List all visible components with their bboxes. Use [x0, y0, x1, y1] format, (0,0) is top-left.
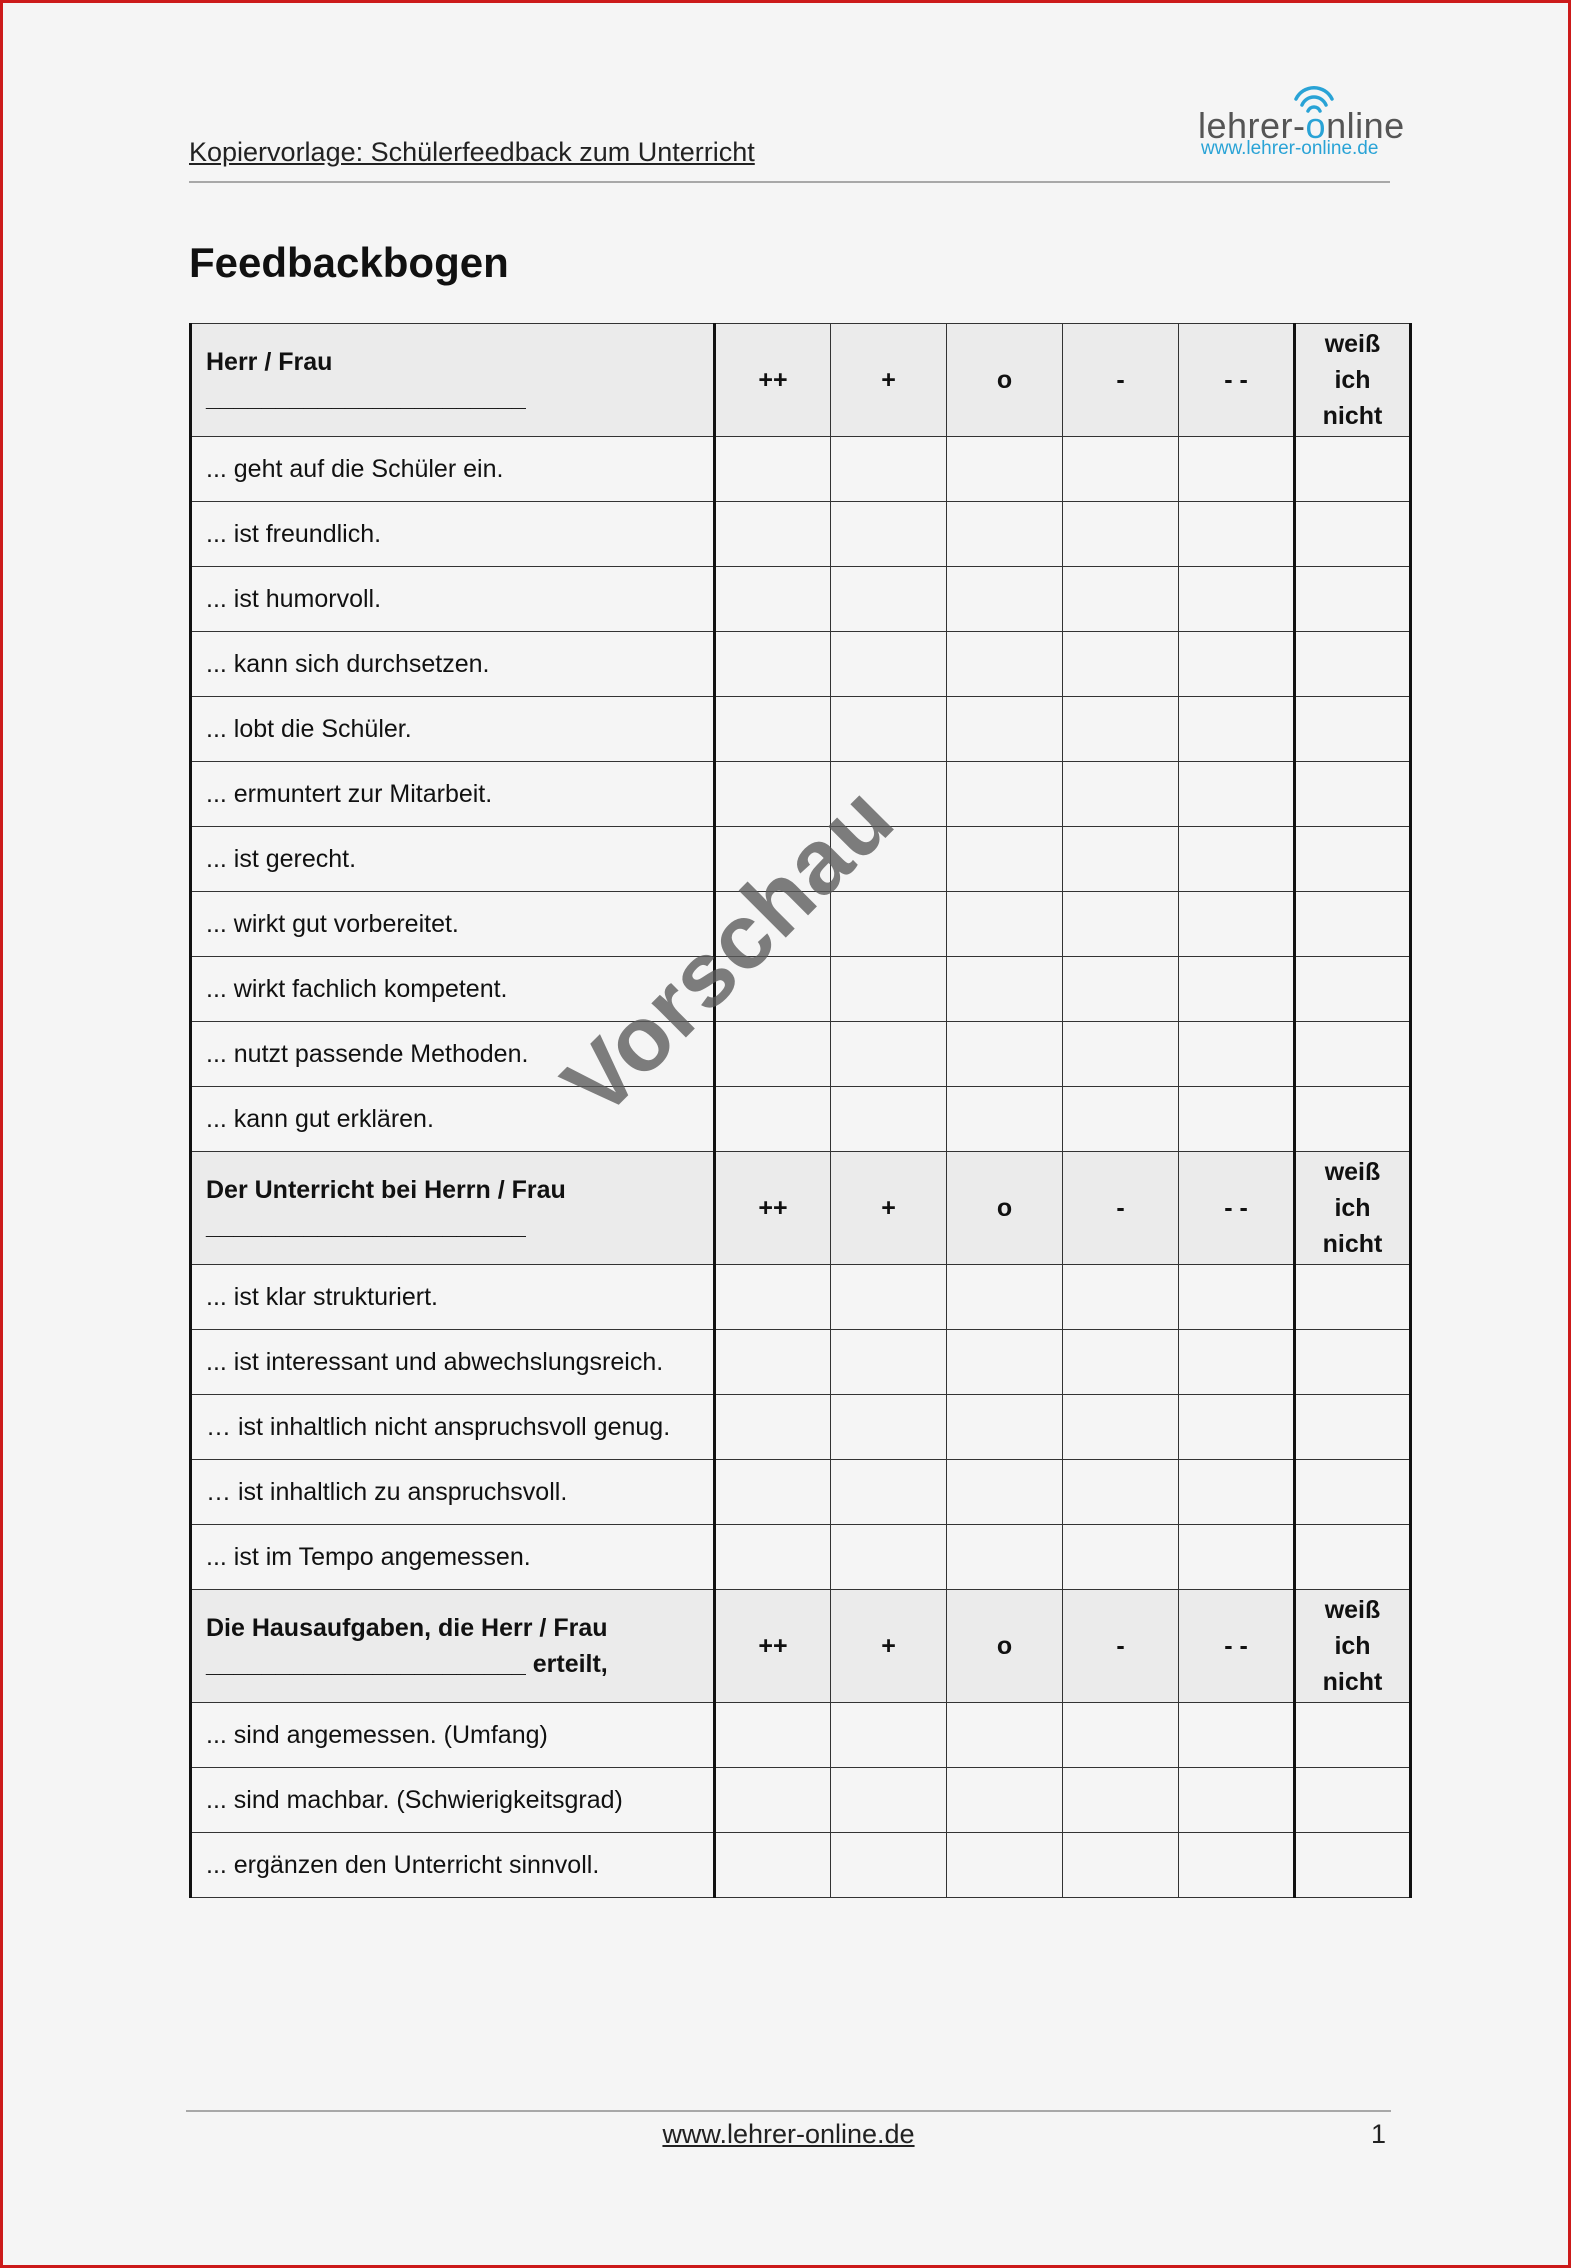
dont-know-cell[interactable]	[1295, 567, 1411, 632]
rating-cell[interactable]	[831, 1460, 947, 1525]
rating-cell[interactable]	[831, 502, 947, 567]
rating-cell[interactable]	[715, 827, 831, 892]
rating-cell[interactable]	[1063, 1703, 1179, 1768]
rating-cell[interactable]	[947, 1525, 1063, 1590]
rating-cell[interactable]	[831, 1833, 947, 1898]
statement-label: ... wirkt gut vorbereitet.	[191, 892, 715, 957]
rating-cell[interactable]	[1063, 827, 1179, 892]
statement-label: ... ist freundlich.	[191, 502, 715, 567]
statement-label: ... sind machbar. (Schwierigkeitsgrad)	[191, 1768, 715, 1833]
table-row	[191, 1833, 1411, 1898]
table-row	[191, 1460, 1411, 1525]
header-divider	[189, 181, 1390, 183]
rating-cell[interactable]	[947, 1768, 1063, 1833]
rating-cell[interactable]	[1063, 1460, 1179, 1525]
dont-know-cell[interactable]	[1295, 1022, 1411, 1087]
statement-label: ... ist gerecht.	[191, 827, 715, 892]
rating-header: +	[831, 1590, 947, 1703]
rating-cell[interactable]	[1063, 1022, 1179, 1087]
statement-label: ... ergänzen den Unterricht sinnvoll.	[191, 1833, 715, 1898]
table-row	[191, 1703, 1411, 1768]
rating-cell[interactable]	[715, 1525, 831, 1590]
rating-cell[interactable]	[1063, 892, 1179, 957]
rating-cell[interactable]	[1179, 1703, 1295, 1768]
rating-cell[interactable]	[1063, 957, 1179, 1022]
table-row	[191, 567, 1411, 632]
dont-know-header	[1295, 1152, 1411, 1265]
rating-cell[interactable]	[1179, 762, 1295, 827]
rating-cell[interactable]	[831, 1703, 947, 1768]
rating-cell[interactable]	[947, 1022, 1063, 1087]
statement-label: ... ermuntert zur Mitarbeit.	[191, 762, 715, 827]
dont-know-cell[interactable]	[1295, 892, 1411, 957]
rating-cell[interactable]	[831, 827, 947, 892]
rating-cell[interactable]	[1179, 1833, 1295, 1898]
table-row	[191, 697, 1411, 762]
rating-cell[interactable]	[831, 1022, 947, 1087]
rating-cell[interactable]	[1179, 827, 1295, 892]
section-label-blank: _______________________	[206, 1212, 526, 1240]
rating-cell[interactable]	[715, 762, 831, 827]
preview-watermark: Vorschau	[543, 766, 914, 1136]
rating-cell[interactable]	[1063, 1087, 1179, 1152]
rating-header: o	[947, 1590, 1063, 1703]
rating-cell[interactable]	[947, 1833, 1063, 1898]
dont-know-cell[interactable]	[1295, 1460, 1411, 1525]
rating-cell[interactable]	[1063, 1265, 1179, 1330]
dont-know-header-line: weiß	[1324, 330, 1381, 358]
section-label-line: Herr / Frau	[206, 348, 333, 376]
dont-know-cell[interactable]	[1295, 1395, 1411, 1460]
dont-know-cell[interactable]	[1295, 697, 1411, 762]
statement-label: ... ist interessant und abwechslungsreich.	[191, 1330, 715, 1395]
rating-cell[interactable]	[831, 762, 947, 827]
rating-cell[interactable]	[947, 632, 1063, 697]
table-row	[191, 1768, 1411, 1833]
rating-cell[interactable]	[1063, 437, 1179, 502]
statement-label: ... kann gut erklären.	[191, 1087, 715, 1152]
rating-cell[interactable]	[947, 1087, 1063, 1152]
rating-cell[interactable]	[715, 1703, 831, 1768]
rating-cell[interactable]	[715, 892, 831, 957]
rating-cell[interactable]	[1063, 697, 1179, 762]
rating-cell[interactable]	[947, 1460, 1063, 1525]
rating-cell[interactable]	[831, 567, 947, 632]
footer-url[interactable]: www.lehrer-online.de	[662, 2119, 915, 2149]
logo-url: www.lehrer-online.de	[1201, 138, 1379, 159]
rating-cell[interactable]	[831, 697, 947, 762]
statement-label: ... ist humorvoll.	[191, 567, 715, 632]
lehrer-online-logo	[1198, 81, 1405, 171]
dont-know-header-line: weiß	[1324, 1158, 1381, 1186]
table-row	[191, 1330, 1411, 1395]
section-label	[191, 324, 715, 437]
dont-know-cell[interactable]	[1295, 1265, 1411, 1330]
dont-know-cell[interactable]	[1295, 632, 1411, 697]
dont-know-header-line: nicht	[1322, 1668, 1383, 1696]
rating-cell[interactable]	[1063, 502, 1179, 567]
statement-label: ... ist klar strukturiert.	[191, 1265, 715, 1330]
rating-cell[interactable]	[1179, 1460, 1295, 1525]
rating-cell[interactable]	[831, 892, 947, 957]
rating-cell[interactable]	[831, 957, 947, 1022]
rating-cell[interactable]	[1179, 1022, 1295, 1087]
rating-cell[interactable]	[715, 632, 831, 697]
dont-know-header-line: ich	[1334, 366, 1371, 394]
table-row	[191, 632, 1411, 697]
rating-header: -	[1063, 1590, 1179, 1703]
rating-header: ++	[715, 1590, 831, 1703]
rating-cell[interactable]	[947, 567, 1063, 632]
rating-cell[interactable]	[831, 1087, 947, 1152]
table-row	[191, 437, 1411, 502]
rating-header: -	[1063, 324, 1179, 437]
rating-cell[interactable]	[947, 762, 1063, 827]
rating-cell[interactable]	[1179, 892, 1295, 957]
rating-cell[interactable]	[1179, 957, 1295, 1022]
dont-know-cell[interactable]	[1295, 1768, 1411, 1833]
statement-label: ... kann sich durchsetzen.	[191, 632, 715, 697]
dont-know-header-line: nicht	[1322, 1230, 1383, 1258]
statement-label: ... ist im Tempo angemessen.	[191, 1525, 715, 1590]
rating-cell[interactable]	[715, 697, 831, 762]
table-row	[191, 1395, 1411, 1460]
rating-cell[interactable]	[715, 1460, 831, 1525]
section-label	[191, 1590, 715, 1703]
dont-know-cell[interactable]	[1295, 827, 1411, 892]
table-row	[191, 1265, 1411, 1330]
rating-cell[interactable]	[715, 1833, 831, 1898]
rating-header: ++	[715, 1152, 831, 1265]
statement-label: ... sind angemessen. (Umfang)	[191, 1703, 715, 1768]
rating-cell[interactable]	[831, 1768, 947, 1833]
rating-cell[interactable]	[1179, 437, 1295, 502]
rating-cell[interactable]	[715, 957, 831, 1022]
rating-cell[interactable]	[1063, 567, 1179, 632]
statement-label: ... geht auf die Schüler ein.	[191, 437, 715, 502]
rating-cell[interactable]	[1179, 502, 1295, 567]
page-number: 1	[1371, 2119, 1387, 2149]
rating-cell[interactable]	[1063, 1330, 1179, 1395]
footer-divider	[186, 2110, 1391, 2112]
rating-cell[interactable]	[947, 1330, 1063, 1395]
rating-cell[interactable]	[947, 697, 1063, 762]
dont-know-cell[interactable]	[1295, 1525, 1411, 1590]
dont-know-cell[interactable]	[1295, 437, 1411, 502]
rating-cell[interactable]	[1179, 1525, 1295, 1590]
rating-cell[interactable]	[715, 567, 831, 632]
rating-cell[interactable]	[831, 632, 947, 697]
table-row	[191, 1087, 1411, 1152]
statement-label: ... nutzt passende Methoden.	[191, 1022, 715, 1087]
rating-header: - -	[1179, 1590, 1295, 1703]
table-row	[191, 957, 1411, 1022]
rating-header: o	[947, 1152, 1063, 1265]
dont-know-header	[1295, 1590, 1411, 1703]
rating-cell[interactable]	[1063, 1768, 1179, 1833]
header-title: Kopiervorlage: Schülerfeedback zum Unterricht	[189, 137, 755, 167]
rating-cell[interactable]	[831, 437, 947, 502]
rating-cell[interactable]	[831, 1265, 947, 1330]
section-header-row	[191, 324, 1411, 437]
rating-cell[interactable]	[1179, 1395, 1295, 1460]
table-row	[191, 827, 1411, 892]
dont-know-cell[interactable]	[1295, 1330, 1411, 1395]
rating-cell[interactable]	[1179, 567, 1295, 632]
table-row	[191, 502, 1411, 567]
rating-cell[interactable]	[1179, 697, 1295, 762]
rating-cell[interactable]	[1179, 1768, 1295, 1833]
dont-know-cell[interactable]	[1295, 1087, 1411, 1152]
rating-cell[interactable]	[947, 892, 1063, 957]
section-header-row	[191, 1152, 1411, 1265]
rating-header: - -	[1179, 324, 1295, 437]
section-label-blank: _______________________ erteilt,	[206, 1650, 608, 1678]
rating-cell[interactable]	[715, 1022, 831, 1087]
rating-cell[interactable]	[1063, 1395, 1179, 1460]
dont-know-cell[interactable]	[1295, 502, 1411, 567]
rating-header: +	[831, 324, 947, 437]
section-header-row	[191, 1590, 1411, 1703]
statement-label: ... lobt die Schüler.	[191, 697, 715, 762]
dont-know-header-line: weiß	[1324, 1596, 1381, 1624]
logo-name-accent: o	[1305, 105, 1327, 146]
rating-cell[interactable]	[715, 437, 831, 502]
rating-cell[interactable]	[715, 1768, 831, 1833]
rating-cell[interactable]	[831, 1330, 947, 1395]
rating-cell[interactable]	[947, 957, 1063, 1022]
rating-cell[interactable]	[1179, 1087, 1295, 1152]
rating-cell[interactable]	[1179, 632, 1295, 697]
rating-cell[interactable]	[947, 1703, 1063, 1768]
rating-cell[interactable]	[1179, 1330, 1295, 1395]
table-row	[191, 762, 1411, 827]
rating-cell[interactable]	[947, 827, 1063, 892]
rating-cell[interactable]	[831, 1525, 947, 1590]
rating-cell[interactable]	[831, 1395, 947, 1460]
document-title: Feedbackbogen	[189, 239, 509, 286]
rating-cell[interactable]	[1063, 1525, 1179, 1590]
section-label-line: Die Hausaufgaben, die Herr / Frau	[206, 1614, 608, 1642]
statement-label: … ist inhaltlich nicht anspruchsvoll genug.	[191, 1395, 715, 1460]
statement-label: ... wirkt fachlich kompetent.	[191, 957, 715, 1022]
dont-know-header-line: ich	[1334, 1194, 1371, 1222]
dont-know-header-line: ich	[1334, 1632, 1371, 1660]
rating-cell[interactable]	[947, 502, 1063, 567]
rating-cell[interactable]	[715, 1265, 831, 1330]
rating-cell[interactable]	[947, 437, 1063, 502]
rating-cell[interactable]	[947, 1395, 1063, 1460]
rating-cell[interactable]	[1063, 632, 1179, 697]
table-row	[191, 892, 1411, 957]
rating-header: +	[831, 1152, 947, 1265]
rating-cell[interactable]	[1179, 1265, 1295, 1330]
table-row	[191, 1525, 1411, 1590]
table-row	[191, 1022, 1411, 1087]
rating-cell[interactable]	[715, 1087, 831, 1152]
dont-know-cell[interactable]	[1295, 1703, 1411, 1768]
rating-header: - -	[1179, 1152, 1295, 1265]
dont-know-cell[interactable]	[1295, 762, 1411, 827]
rating-cell[interactable]	[947, 1265, 1063, 1330]
rating-header: o	[947, 324, 1063, 437]
feedback-table	[189, 323, 1412, 1898]
rating-cell[interactable]	[715, 1395, 831, 1460]
rating-cell[interactable]	[715, 1330, 831, 1395]
section-label	[191, 1152, 715, 1265]
rating-header: ++	[715, 324, 831, 437]
section-label-line: Der Unterricht bei Herrn / Frau	[206, 1176, 566, 1204]
rating-header: -	[1063, 1152, 1179, 1265]
section-label-blank: _______________________	[206, 384, 526, 412]
dont-know-header	[1295, 324, 1411, 437]
dont-know-cell[interactable]	[1295, 957, 1411, 1022]
logo-name-part: lehrer-	[1198, 105, 1306, 146]
statement-label: … ist inhaltlich zu anspruchsvoll.	[191, 1460, 715, 1525]
dont-know-header-line: nicht	[1322, 402, 1383, 430]
rating-cell[interactable]	[1063, 762, 1179, 827]
dont-know-cell[interactable]	[1295, 1833, 1411, 1898]
rating-cell[interactable]	[1063, 1833, 1179, 1898]
logo-name-part: nline	[1326, 105, 1405, 146]
rating-cell[interactable]	[715, 502, 831, 567]
